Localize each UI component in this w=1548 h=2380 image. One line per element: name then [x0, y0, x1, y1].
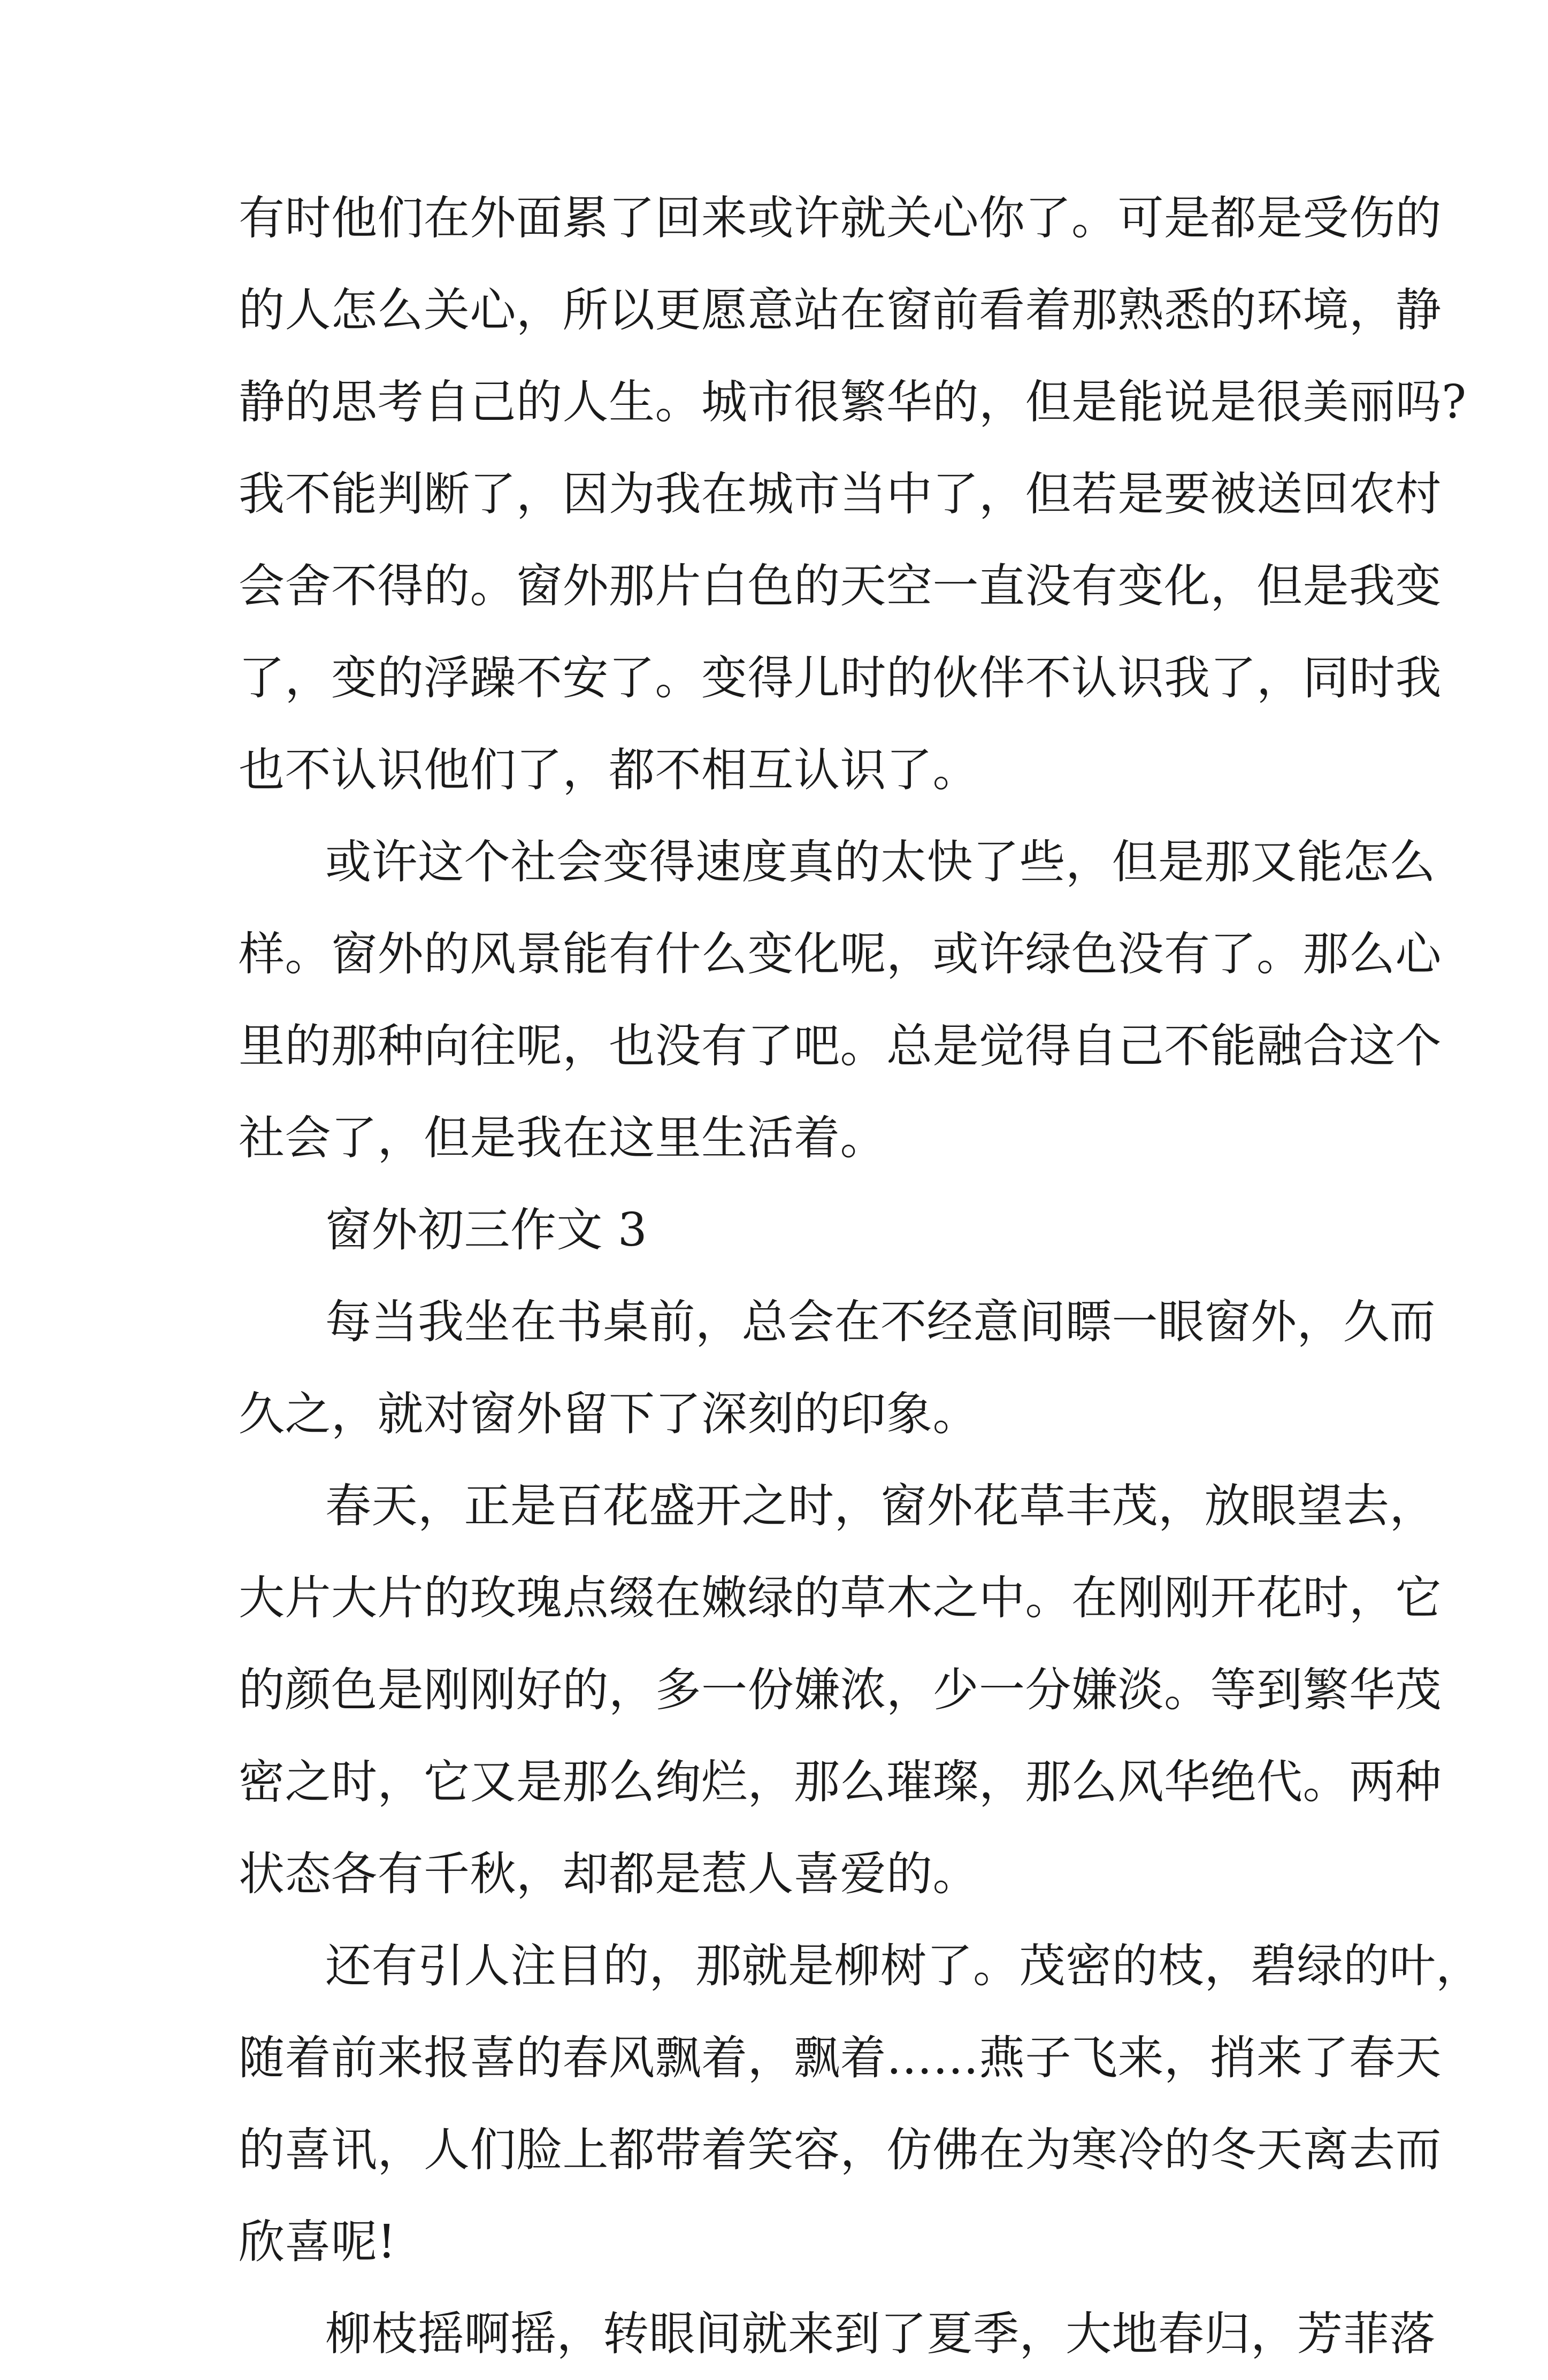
text-line: 状态各有千秋，却都是惹人喜爱的。 — [239, 1847, 979, 1901]
text-line: 里的那种向往呢，也没有了吧。总是觉得自己不能融合这个 — [239, 1019, 1442, 1073]
text-line: 静的思考自己的人生。城市很繁华的，但是能说是很美丽吗? — [239, 375, 1467, 429]
section-heading: 窗外初三作文 3 — [325, 1203, 648, 1257]
text-line: 的人怎么关心，所以更愿意站在窗前看着那熟悉的环境，静 — [239, 283, 1442, 337]
paragraph-start-line: 或许这个社会变得速度真的太快了些，但是那又能怎么 — [325, 835, 1436, 889]
text-line: 有时他们在外面累了回来或许就关心你了。可是都是受伤的 — [239, 191, 1442, 245]
paragraph-start-line: 柳枝摇啊摇，转眼间就来到了夏季，大地春归，芳菲落 — [325, 2307, 1436, 2361]
text-line: 社会了，但是我在这里生活着。 — [239, 1111, 886, 1165]
text-line: 久之，就对窗外留下了深刻的印象。 — [239, 1387, 979, 1441]
text-line: 样。窗外的风景能有什么变化呢，或许绿色没有了。那么心 — [239, 927, 1442, 981]
paragraph-start-line: 每当我坐在书桌前，总会在不经意间瞟一眼窗外，久而 — [325, 1295, 1436, 1349]
text-line: 了，变的浮躁不安了。变得儿时的伙伴不认识我了，同时我 — [239, 651, 1442, 705]
paragraph-start-line: 春天，正是百花盛开之时，窗外花草丰茂，放眼望去， — [325, 1479, 1436, 1533]
document-body — [239, 172, 1482, 2380]
text-line: 密之时，它又是那么绚烂，那么璀璨，那么风华绝代。两种 — [239, 1755, 1442, 1809]
text-line: 的喜讯，人们脸上都带着笑容，仿佛在为寒冷的冬天离去而 — [239, 2123, 1442, 2177]
text-line: 的颜色是刚刚好的，多一份嫌浓，少一分嫌淡。等到繁华茂 — [239, 1663, 1442, 1717]
text-line: 会舍不得的。窗外那片白色的天空一直没有变化，但是我变 — [239, 559, 1442, 613]
text-line: 也不认识他们了，都不相互认识了。 — [239, 743, 979, 797]
paragraph-start-line: 还有引人注目的，那就是柳树了。茂密的枝，碧绿的叶， — [325, 1939, 1482, 1993]
text-line: 大片大片的玫瑰点缀在嫩绿的草木之中。在刚刚开花时，它 — [239, 1571, 1442, 1625]
text-line: 欣喜呢! — [239, 2215, 396, 2269]
text-line: 随着前来报喜的春风飘着，飘着……燕子飞来，捎来了春天 — [239, 2031, 1442, 2085]
text-line: 我不能判断了，因为我在城市当中了，但若是要被送回农村 — [239, 467, 1442, 521]
